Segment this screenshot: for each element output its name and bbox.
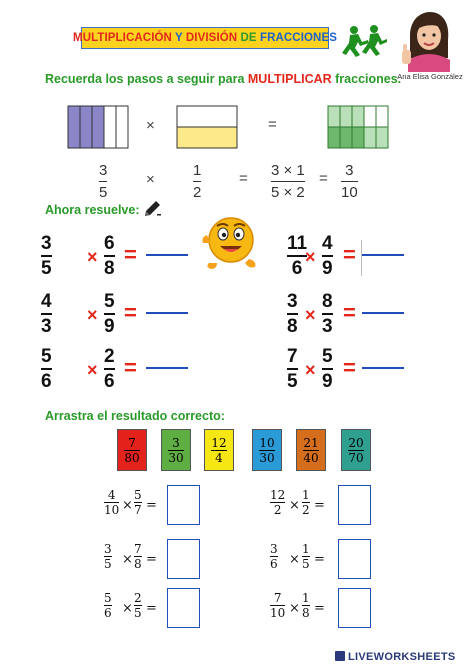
numerator: 7 xyxy=(273,591,282,605)
fraction-bar xyxy=(322,368,333,370)
running-kids-icon xyxy=(340,24,388,58)
answer-drop-box[interactable] xyxy=(338,539,371,579)
times-sign: × xyxy=(122,601,133,616)
denominator: 9 xyxy=(322,258,333,279)
denominator: 8 xyxy=(104,258,115,279)
numerator: 12 xyxy=(211,435,227,450)
brand-text: LIVEWORKSHEETS xyxy=(348,651,456,663)
answer-blank[interactable] xyxy=(146,367,188,369)
example-fraction-result: 3 10 xyxy=(341,162,358,201)
times-sign: × xyxy=(146,117,155,134)
equals-sign: = xyxy=(268,116,277,133)
example-fraction: 1 2 xyxy=(193,162,202,201)
numerator: 1 xyxy=(302,542,310,556)
denominator: 5 xyxy=(104,557,112,571)
denominator: 9 xyxy=(322,371,333,392)
denominator: 30 xyxy=(259,450,275,465)
answer-blank[interactable] xyxy=(362,367,404,369)
denominator: 2 xyxy=(273,503,282,517)
practice-heading: Ahora resuelve: xyxy=(45,203,140,217)
numerator: 8 xyxy=(322,291,333,312)
draggable-answer-card[interactable] xyxy=(296,429,326,471)
numerator: 7 xyxy=(128,435,136,450)
title-part: DE xyxy=(237,32,260,44)
equals-sign: = xyxy=(343,242,356,267)
author-name: Ana Elisa González xyxy=(397,72,463,81)
numerator: 6 xyxy=(104,233,115,254)
equals-sign: = xyxy=(319,170,328,187)
problem-fraction-a xyxy=(41,292,52,336)
times-sign: × xyxy=(305,305,316,325)
problem-fraction-b xyxy=(104,347,115,391)
card-fraction xyxy=(168,437,183,464)
denominator: 10 xyxy=(104,503,120,517)
denominator: 4 xyxy=(215,450,223,465)
problem-fraction-b xyxy=(104,292,115,336)
times-sign: × xyxy=(305,360,316,380)
equals-sign: = xyxy=(124,355,137,380)
denominator: 6 xyxy=(41,371,52,392)
problem-fraction-a xyxy=(41,234,52,278)
title-part: DIVISIÓN xyxy=(185,32,238,44)
denominator: 70 xyxy=(348,450,364,465)
equals-sign: = xyxy=(146,601,157,616)
numerator: 21 xyxy=(303,435,319,450)
title-part: FRACCIONES xyxy=(259,32,337,44)
pencil-icon xyxy=(142,199,162,219)
intro-text-end: fracciones. xyxy=(331,72,402,86)
problem-fraction-a xyxy=(41,347,52,391)
draggable-answer-card[interactable] xyxy=(161,429,191,471)
card-fraction xyxy=(211,437,226,464)
drag-heading: Arrastra el resultado correcto: xyxy=(45,409,225,423)
equals-sign: = xyxy=(239,170,248,187)
numerator: 3 xyxy=(270,542,278,556)
intro-instruction xyxy=(45,72,401,86)
numerator: 3 xyxy=(104,542,112,556)
card-fraction xyxy=(124,437,139,464)
denominator: 40 xyxy=(303,450,319,465)
numerator: 5 xyxy=(104,591,112,605)
answer-drop-box[interactable] xyxy=(338,485,371,525)
drop-problem-fraction-a xyxy=(270,489,285,516)
equals-sign: = xyxy=(124,242,137,267)
denominator: 8 xyxy=(302,606,310,620)
drop-problem-fraction-b xyxy=(134,489,142,516)
worksheet-title xyxy=(73,27,337,49)
numerator: 4 xyxy=(322,233,333,254)
numerator: 2 xyxy=(104,346,115,367)
numerator: 11 xyxy=(287,233,308,254)
fraction-bar xyxy=(41,255,52,257)
answer-drop-box[interactable] xyxy=(338,588,371,628)
problem-fraction-b xyxy=(322,347,333,391)
example-fraction: 3 5 xyxy=(99,162,108,201)
title-part: MULTIPLICACIÓN xyxy=(73,32,172,44)
card-fraction xyxy=(303,437,318,464)
numerator: 3 xyxy=(172,435,180,450)
times-sign: × xyxy=(87,247,98,267)
fraction-bar xyxy=(104,368,115,370)
denominator: 6 xyxy=(270,557,278,571)
denominator: 5 xyxy=(287,371,298,392)
author-avatar xyxy=(400,10,456,72)
denominator: 80 xyxy=(124,450,140,465)
draggable-answer-card[interactable] xyxy=(117,429,147,471)
drop-problem-fraction-a xyxy=(104,489,119,516)
intro-highlight: MULTIPLICAR xyxy=(247,72,332,86)
denominator: 8 xyxy=(287,316,298,337)
denominator: 7 xyxy=(134,503,142,517)
draggable-answer-card[interactable] xyxy=(252,429,282,471)
problem-fraction-b xyxy=(322,292,333,336)
numerator: 7 xyxy=(287,346,298,367)
drop-problem-fraction-a xyxy=(104,543,112,570)
times-sign: × xyxy=(122,552,133,567)
numerator: 5 xyxy=(41,346,52,367)
drop-problem-fraction-b xyxy=(302,543,310,570)
numerator: 3 xyxy=(41,233,52,254)
answer-drop-box[interactable] xyxy=(167,539,200,579)
numerator: 1 xyxy=(302,591,310,605)
numerator: 2 xyxy=(134,591,142,605)
denominator: 6 xyxy=(104,606,112,620)
card-fraction xyxy=(348,437,363,464)
times-sign: × xyxy=(289,498,300,513)
numerator: 10 xyxy=(259,435,275,450)
fraction-model-three-fifths xyxy=(66,104,130,150)
liveworksheets-brand xyxy=(335,651,456,663)
denominator: 5 xyxy=(134,606,142,620)
drop-problem-fraction-a xyxy=(104,592,112,619)
answer-drop-box[interactable] xyxy=(167,485,200,525)
denominator: 2 xyxy=(302,503,310,517)
answer-blank[interactable] xyxy=(146,254,188,256)
numerator: 4 xyxy=(107,488,116,502)
times-sign: × xyxy=(289,552,300,567)
denominator: 6 xyxy=(104,371,115,392)
intro-text: Recuerda los pasos a seguir para xyxy=(45,72,248,86)
denominator: 3 xyxy=(322,316,333,337)
equals-sign: = xyxy=(146,552,157,567)
numerator: 12 xyxy=(270,488,286,502)
denominator: 3 xyxy=(41,316,52,337)
drop-problem-fraction-a xyxy=(270,543,278,570)
times-sign: × xyxy=(122,498,133,513)
times-sign: × xyxy=(146,171,155,188)
fraction-bar xyxy=(104,255,115,257)
equals-sign: = xyxy=(314,601,325,616)
fraction-bar xyxy=(41,368,52,370)
numerator: 3 xyxy=(287,291,298,312)
example-fraction-product: 3 × 1 5 × 2 xyxy=(271,162,305,201)
fraction-bar xyxy=(104,313,115,315)
draggable-answer-card[interactable] xyxy=(204,429,234,471)
numerator: 5 xyxy=(134,488,142,502)
fraction-bar xyxy=(41,313,52,315)
denominator: 9 xyxy=(104,316,115,337)
equals-sign: = xyxy=(343,300,356,325)
answer-drop-box[interactable] xyxy=(167,588,200,628)
drop-problem-fraction-b xyxy=(134,543,142,570)
numerator: 5 xyxy=(322,346,333,367)
denominator: 30 xyxy=(168,450,184,465)
denominator: 5 xyxy=(41,258,52,279)
numerator: 20 xyxy=(348,435,364,450)
denominator: 5 xyxy=(302,557,310,571)
times-sign: × xyxy=(289,601,300,616)
fraction-bar xyxy=(287,313,298,315)
denominator: 6 xyxy=(291,258,303,279)
problem-fraction-a xyxy=(287,292,298,336)
numerator: 1 xyxy=(302,488,310,502)
answer-blank[interactable] xyxy=(362,254,404,256)
times-sign: × xyxy=(87,305,98,325)
denominator: 10 xyxy=(270,606,286,620)
fraction-model-one-half xyxy=(175,104,239,150)
liveworksheets-logo-icon xyxy=(335,651,345,661)
numerator: 4 xyxy=(41,291,52,312)
equals-sign: = xyxy=(124,300,137,325)
problem-fraction-a xyxy=(287,347,298,391)
problem-fraction-b xyxy=(104,234,115,278)
card-fraction xyxy=(259,437,274,464)
times-sign: × xyxy=(305,247,316,267)
answer-blank[interactable] xyxy=(146,312,188,314)
fraction-model-three-tenths xyxy=(326,104,390,150)
text-cursor xyxy=(361,240,362,276)
fraction-bar xyxy=(322,255,333,257)
fraction-bar xyxy=(287,368,298,370)
problem-fraction-b xyxy=(322,234,333,278)
draggable-answer-card[interactable] xyxy=(341,429,371,471)
equals-sign: = xyxy=(343,355,356,380)
denominator: 8 xyxy=(134,557,142,571)
answer-blank[interactable] xyxy=(362,312,404,314)
drop-problem-fraction-b xyxy=(302,592,310,619)
smiley-emoji xyxy=(201,213,261,271)
drop-problem-fraction-a xyxy=(270,592,285,619)
drop-problem-fraction-b xyxy=(134,592,142,619)
numerator: 7 xyxy=(134,542,142,556)
numerator: 5 xyxy=(104,291,115,312)
drop-problem-fraction-b xyxy=(302,489,310,516)
equals-sign: = xyxy=(314,498,325,513)
equals-sign: = xyxy=(314,552,325,567)
equals-sign: = xyxy=(146,498,157,513)
fraction-bar xyxy=(322,313,333,315)
times-sign: × xyxy=(87,360,98,380)
title-part: Y xyxy=(171,32,186,44)
